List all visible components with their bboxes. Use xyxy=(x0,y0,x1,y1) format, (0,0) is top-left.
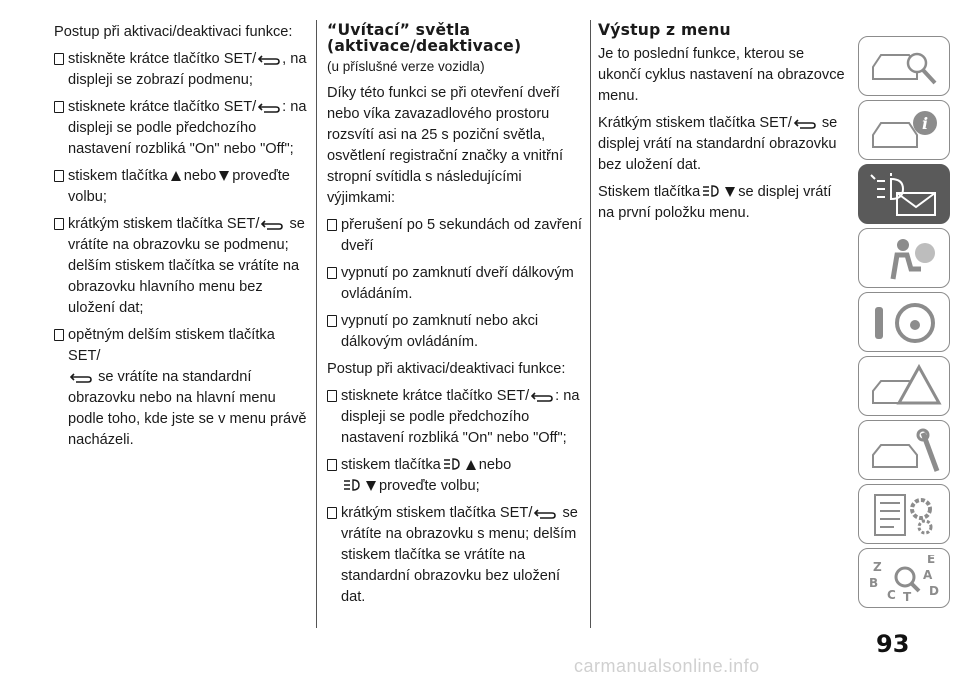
checkbox-bullet-icon xyxy=(54,170,64,182)
index-letter: C xyxy=(887,588,896,602)
alphabet-index-icon xyxy=(867,555,943,603)
list-item: vypnutí po zamknutí nebo akci dálkovým ovládáním. xyxy=(327,311,585,353)
version-note: (u příslušné verze vozidla) xyxy=(327,59,485,74)
return-arrow-icon xyxy=(531,392,553,402)
car-warning-triangle-icon xyxy=(867,363,943,411)
tab-starting-driving[interactable] xyxy=(858,292,950,352)
triangle-up-icon xyxy=(170,170,182,182)
section-heading: “Uvítací” světla (aktivace/deaktivace) xyxy=(327,21,522,55)
description-text: Krátkým stiskem tlačítka SET/ se displej vrátí na standardní obrazovku bez uložení dat. xyxy=(598,115,838,173)
headlight-icon xyxy=(343,478,361,492)
return-arrow-icon xyxy=(534,509,556,519)
tab-car-inspection[interactable] xyxy=(858,36,950,96)
svg-text:i: i xyxy=(921,114,929,133)
list-item: krátkým stiskem tlačítka SET/ se vrátíte na obrazovku se podmenu; delším stiskem tlačítka se vrátíte na obrazovku hlavního menu bez uložení dat; xyxy=(54,214,310,319)
description-text: Je to poslední funkce, kterou se ukončí cyklus nastavení na obrazovce menu. xyxy=(598,46,845,104)
description-text: Stiskem tlačítka se displej vrátí na první položku menu. xyxy=(598,184,832,221)
list-item: přerušení po 5 sekundách od zavření dveří xyxy=(327,215,585,257)
index-letter: Z xyxy=(873,560,882,574)
list-item: krátkým stiskem tlačítka SET/ se vrátíte na obrazovku s menu; delším stiskem tlačítka se vrátíte na standardní obrazovku bez uložení dat. xyxy=(327,503,585,608)
tab-safety[interactable] xyxy=(858,228,950,288)
return-arrow-icon xyxy=(794,119,816,129)
list-item: stiskem tlačítka nebo proveďte volbu; xyxy=(327,455,585,497)
key-steering-wheel-icon xyxy=(867,299,943,347)
checkbox-bullet-icon xyxy=(327,267,337,279)
light-envelope-icon xyxy=(867,171,943,219)
car-wrench-icon xyxy=(867,427,943,475)
column-divider xyxy=(590,20,591,628)
return-arrow-icon xyxy=(258,103,280,113)
description-text: Díky této funkci se při otevření dveří nebo víka zavazadlového prostoru rozsvítí asi na 25 s poziční světla, osvětlení registrační značky a vnitřní stropní svítidla s následujícími výjimkami: xyxy=(327,85,564,206)
watermark: carmanualsonline.info xyxy=(574,656,760,676)
checkbox-bullet-icon xyxy=(327,459,337,471)
checkbox-bullet-icon xyxy=(327,219,337,231)
intro-text: Postup při aktivaci/deaktivaci funkce: xyxy=(54,24,293,40)
index-letter: E xyxy=(927,555,936,566)
column-3 xyxy=(598,22,850,230)
index-letter: A xyxy=(923,568,933,582)
section-heading: Výstup z menu xyxy=(598,21,731,39)
car-magnifier-icon xyxy=(867,43,943,91)
list-item: stisknete krátce tlačítko SET/ : na displeji se podle předchozího nastavení rozbliká "On" nebo "Off"; xyxy=(54,97,310,160)
car-info-icon xyxy=(867,107,943,155)
triangle-down-icon xyxy=(724,186,736,198)
list-item: stisknete krátce tlačítko SET/ : na displeji se podle předchozího nastavení rozbliká "On" nebo "Off"; xyxy=(327,386,585,449)
list-item: stiskněte krátce tlačítko SET/ , na displeji se zobrazí podmenu; xyxy=(54,49,310,91)
column-2 xyxy=(327,22,585,614)
airbag-passenger-icon xyxy=(867,235,943,283)
column-1 xyxy=(54,22,310,457)
triangle-down-icon xyxy=(365,480,377,492)
return-arrow-icon xyxy=(258,55,280,65)
index-letter: T xyxy=(903,590,912,603)
tab-technical-data[interactable] xyxy=(858,484,950,544)
list-item: stiskem tlačítka nebo proveďte volbu; xyxy=(54,166,310,208)
tab-car-info[interactable] xyxy=(858,100,950,160)
checkbox-bullet-icon xyxy=(54,218,64,230)
tab-maintenance[interactable] xyxy=(858,420,950,480)
tab-lights-messages[interactable] xyxy=(858,164,950,224)
checkbox-bullet-icon xyxy=(54,329,64,341)
list-item: opětným delším stiskem tlačítka SET/ se vrátíte na standardní obrazovku nebo na hlavní menu podle toho, kde jste se v menu právě nacházeli. xyxy=(54,325,310,451)
headlight-icon xyxy=(443,457,461,471)
page-number: 93 xyxy=(876,630,910,658)
intro-text: Postup při aktivaci/deaktivaci funkce: xyxy=(327,361,566,377)
checkbox-bullet-icon xyxy=(54,53,64,65)
tab-emergency[interactable] xyxy=(858,356,950,416)
return-arrow-icon xyxy=(70,373,92,383)
checkbox-bullet-icon xyxy=(327,507,337,519)
list-item: vypnutí po zamknutí dveří dálkovým ovládáním. xyxy=(327,263,585,305)
index-letter: B xyxy=(869,576,879,590)
checkbox-bullet-icon xyxy=(327,315,337,327)
tab-index[interactable] xyxy=(858,548,950,608)
triangle-up-icon xyxy=(465,459,477,471)
triangle-down-icon xyxy=(218,170,230,182)
data-gears-icon xyxy=(867,491,943,539)
return-arrow-icon xyxy=(261,220,283,230)
index-letter: D xyxy=(929,584,939,598)
checkbox-bullet-icon xyxy=(327,390,337,402)
checkbox-bullet-icon xyxy=(54,101,64,113)
column-divider xyxy=(316,20,317,628)
headlight-icon xyxy=(702,184,720,198)
